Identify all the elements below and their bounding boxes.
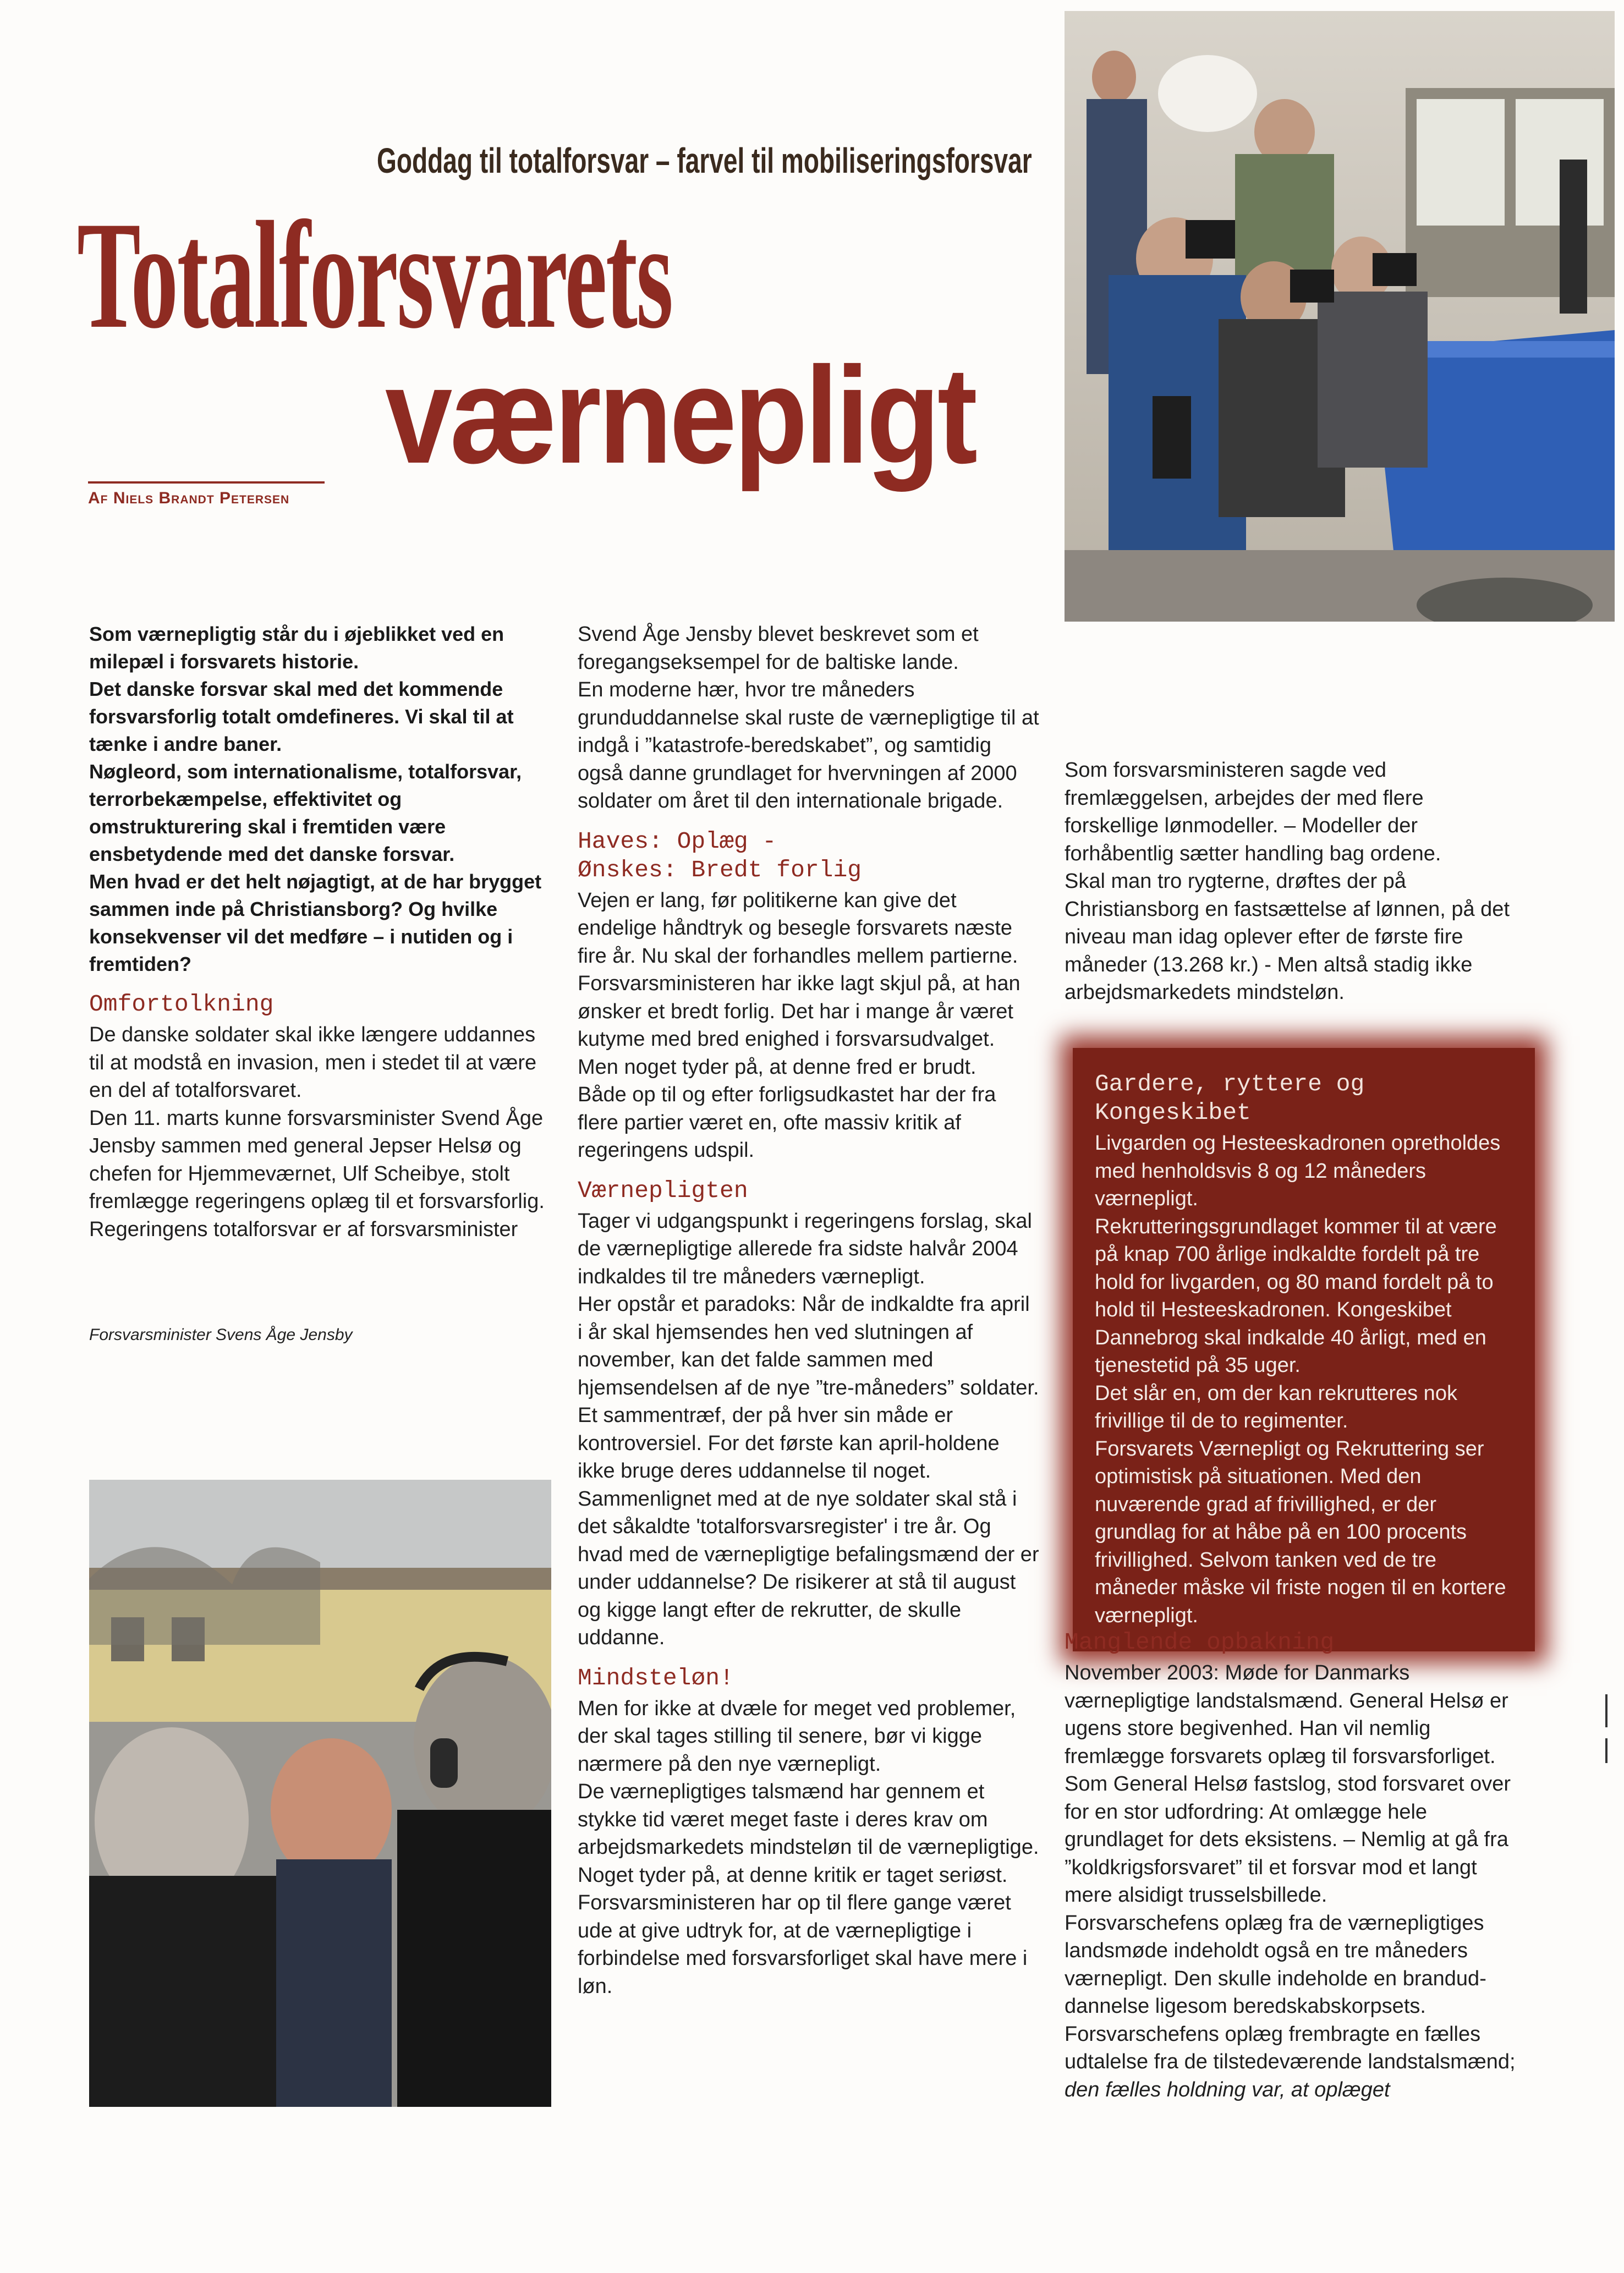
paragraph: Forsvarschefens oplæg fra de værnepligtiges landsmøde indeholdt også en tre måneders værnepligt. Den skulle indeholde en branduddannelse ligesom beredskabskorpsets. — [1065, 1911, 1486, 2018]
subheading-vaernepligten: Værnepligten — [578, 1177, 748, 1204]
subheading-mindstelon: Mindsteløn! — [578, 1664, 734, 1692]
minister-photo-illustration — [89, 1480, 551, 2107]
lead-line: Nøgleord, som internationalisme, totalforsvar, terrorbekæmpelse, effektivitet og omstrukturering skal i fremtiden være ensbetydende med det danske forsvar. — [89, 760, 522, 865]
lead-line: Som værnepligtig står du i øjeblikket ved en milepæl i forsvarets historie. — [89, 623, 504, 673]
article-title-line1: Totalforsvarets — [77, 189, 672, 360]
paragraph: En moderne hær, hvor tre måneders grunduddannelse skal ruste de værnepligtige til at indgå i ”katastrofe-beredskabet”, og samtidig også danne grundlaget for hvervningen af 2000 soldater om året til den internationale brigade. — [578, 678, 1039, 812]
paragraph: Vejen er lang, før politikerne kan give det endelige håndtryk og besegle forsvarets næste fire år. Nu skal der forhandles mellem partierne. — [578, 888, 1018, 968]
box-paragraph: Det slår en, om der kan rekrutteres nok frivillige til de to regimenter. — [1095, 1381, 1457, 1432]
photo-press-photographers — [1065, 11, 1615, 622]
text-run-italic: den fælles holdning var, at oplæget — [1065, 2078, 1390, 2101]
margin-mark — [1605, 1738, 1607, 1763]
paragraph: De værnepligtiges talsmænd har gennem et stykke tid været meget faste i deres krav om arbejdsmarkedets mindsteløn til de værnepligtige. — [578, 1780, 1039, 1859]
paragraph: Noget tyder på, at denne kritik er taget seriøst. Forsvarsministeren har op til flere gange været ude at give udtryk for, at de værnepligtige i forbindelse med forsvarsforliget skal have mere i løn. — [578, 1863, 1028, 1998]
paragraph: Som forsvarsministeren sagde ved fremlæggelsen, arbejdes der med flere forskellige lønmodeller. – Modeller der forhåbentlig sætter handling bag ordene. — [1065, 759, 1441, 865]
subheading-haves-onskes — [578, 827, 1040, 885]
paragraph: November 2003: Møde for Danmarks værnepligtige landstalsmænd. General Helsø er ugens store begivenhed. Han vil nemlig fremlægge forsvarets oplæg til forsvarsforliget. — [1065, 1661, 1508, 1768]
lead-paragraph — [89, 621, 546, 978]
subheading-line: Haves: Oplæg - — [578, 827, 777, 855]
column-2 — [578, 621, 1040, 2000]
paragraph: Regeringens totalforsvar er af forsvarsminister — [89, 1217, 518, 1241]
box-paragraph: Forsvarets Værnepligt og Rekruttering ser optimistisk på situationen. Med den nuværende grad af frivillighed, er der grundlag for at håbe på en 100 procents frivillighed. Selvom tanken ved de tre måneder måske vil friste nogen til en kortere værnepligt. — [1095, 1437, 1506, 1627]
article-title-line2: værnepligt — [385, 338, 975, 492]
sidebar-box-gardere — [1073, 1048, 1535, 1651]
paragraph: Tager vi udgangspunkt i regeringens forslag, skal de værnepligtige allerede fra sidste halvår 2004 indkaldes til tre måneders værnepligt. — [578, 1209, 1032, 1288]
paragraph: Svend Åge Jensby blevet beskrevet som et foregangseksempel for de baltiske lande. — [578, 623, 979, 674]
paragraph: Men for ikke at dvæle for meget ved problemer, der skal tages stilling til senere, bør vi kigge nærmere på den nye værnepligt. — [578, 1696, 1016, 1776]
photo-minister — [89, 1480, 551, 2107]
article-kicker: Goddag til totalforsvar – farvel til mobiliseringsforsvar — [377, 141, 1032, 180]
subheading-omfortolkning: Omfortolkning — [89, 991, 274, 1018]
box-heading-line: Gardere, ryttere og — [1095, 1070, 1365, 1097]
paragraph: Sammenlignet med at de nye soldater skal stå i det såkaldte 'totalforsvarsregister' i tre år. Og hvad med de værnepligtige befalingsmænd der er under uddannelse? De risikerer at stå til august og kigge langt efter de rekrutter, de skulle uddanne. — [578, 1487, 1039, 1649]
byline: Af Niels Brandt Petersen — [88, 481, 325, 508]
paragraph: Som General Helsø fastslog, stod forsvaret over for en stor udfordring: At omlægge hele grundlaget for dets eksistens. – Nemlig at gå fra ”koldkrigsforsvaret” til et forsvar mod et langt mere alsidigt trusselsbillede. — [1065, 1772, 1511, 1907]
column-3-lower — [1065, 1628, 1521, 2104]
lead-line: Det danske forsvar skal med det kommende forsvarsforlig totalt omdefineres. Vi skal til at tænke i andre baner. — [89, 678, 514, 755]
column-3 — [1065, 756, 1521, 1007]
margin-mark — [1605, 1694, 1607, 1727]
photo-caption: Forsvarsminister Svens Åge Jensby — [89, 1326, 353, 1344]
paragraph: Den 11. marts kunne forsvarsminister Svend Åge Jensby sammen med general Jepser Helsø og chefen for Hjemmeværnet, Ulf Scheibye, stolt fremlægge regeringens oplæg til et forsvarsforlig. — [89, 1106, 545, 1213]
subheading-manglende-opbakning: Manglende opbakning — [1065, 1629, 1335, 1656]
box-heading — [1095, 1070, 1513, 1127]
paragraph: Skal man tro rygterne, drøftes der på Christiansborg en fastsættelse af lønnen, på det niveau man idag oplever efter de første fire måneder (13.268 kr.) - Men altså stadig ikke arbejdsmarkedets mindsteløn. — [1065, 870, 1510, 1004]
paragraph: Forsvarsministeren har ikke lagt skjul på, at han ønsker et bredt forlig. Det har i mange år været kutyme med bred enighed i forsvarsudvalget. Men noget tyder på, at denne fred er brudt. — [578, 972, 1021, 1079]
paragraph: Et sammentræf, der på hver sin måde er kontroversiel. For det første kan april-holdene ikke bruge deres uddannelse til noget. — [578, 1404, 1000, 1483]
subheading-line: Ønskes: Bredt forlig — [578, 856, 862, 883]
box-heading-line: Kongeskibet — [1095, 1099, 1251, 1126]
box-paragraph: Rekrutteringsgrundlaget kommer til at være på knap 700 årlige indkaldte fordelt på tre hold for livgarden, og 80 mand fordelt på to hold til Hesteeskadronen. Kongeskibet Dannebrog skal indkalde 40 årligt, med en tjenestetid på 35 uger. — [1095, 1215, 1497, 1377]
text-run: Forsvarschefens oplæg frembragte en fælles udtalelse fra de tilstedeværende landstalsmænd; — [1065, 2022, 1516, 2073]
paragraph-last — [1065, 2021, 1521, 2104]
paragraph: De danske soldater skal ikke længere uddannes til at modstå en invasion, men i stedet til at være en del af totalforsvaret. — [89, 1023, 537, 1102]
paragraph: Her opstår et paradoks: Når de indkaldte fra april i år skal hjemsendes hen ved slutningen af november, kan det falde sammen med hjemsendelsen af de nye ”tre-måneders” soldater. — [578, 1293, 1039, 1399]
lead-line: Men hvad er det helt nøjagtigt, at de har brygget sammen inde på Christiansborg? Og hvilke konsekvenser vil det medføre – i nutiden og i fremtiden? — [89, 870, 542, 975]
column-1 — [89, 621, 546, 1243]
paragraph: Både op til og efter forligsudkastet har der fra flere partier været en, ofte massiv kritik af regeringens udspil. — [578, 1083, 996, 1162]
box-paragraph: Livgarden og Hesteeskadronen opretholdes med henholdsvis 8 og 12 måneders værnepligt. — [1095, 1132, 1501, 1210]
photographers-photo-illustration — [1065, 11, 1615, 622]
